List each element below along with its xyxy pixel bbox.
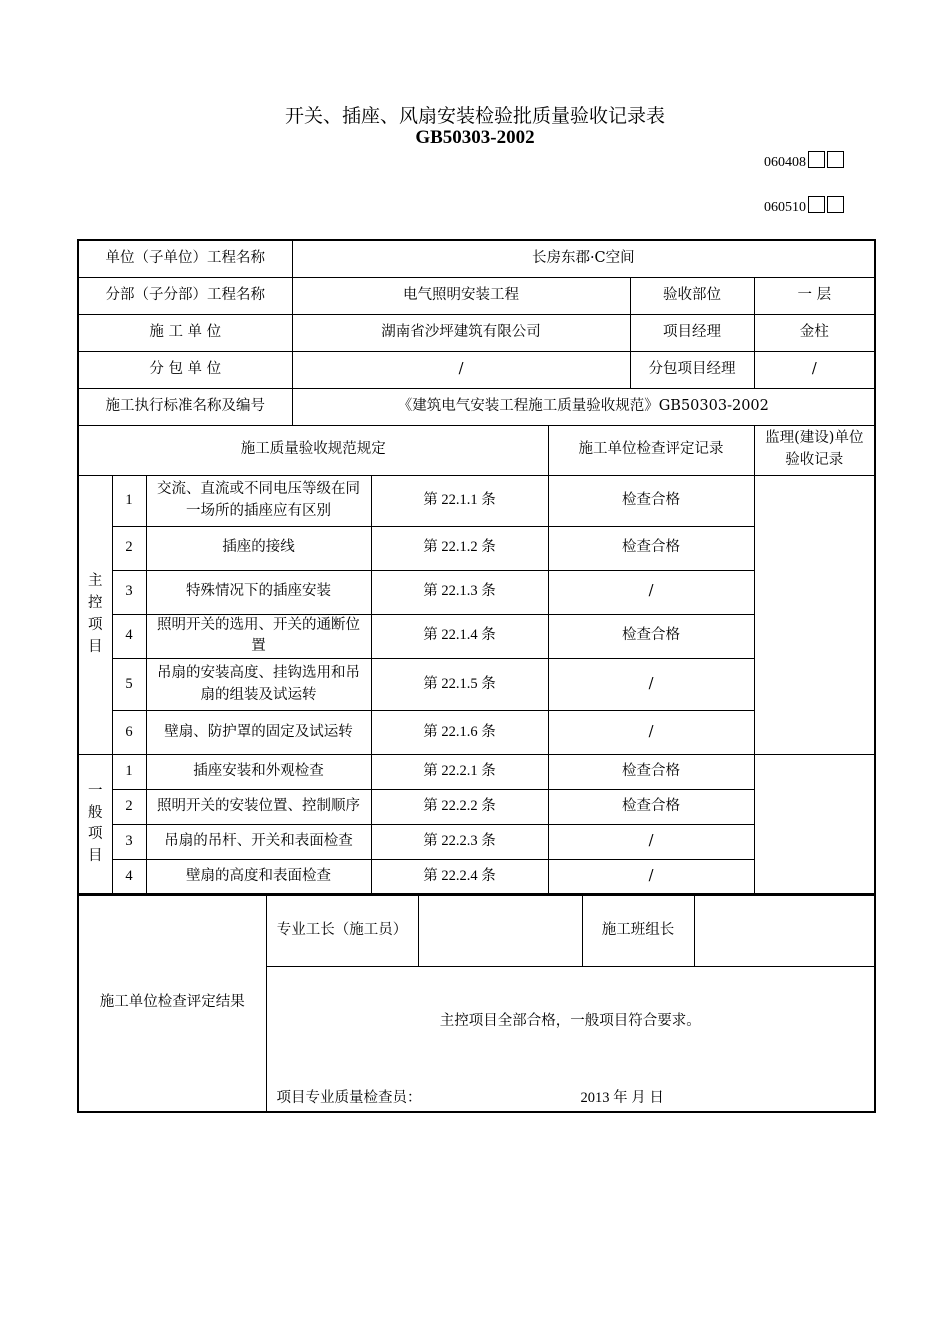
item-text: 吊扇的吊杆、开关和表面检查 bbox=[146, 825, 371, 860]
checkbox[interactable] bbox=[827, 196, 844, 213]
spec-header: 施工质量验收规范规定 bbox=[78, 425, 548, 475]
item-no: 2 bbox=[112, 790, 146, 825]
main-items-label: 主控项目 bbox=[78, 475, 112, 755]
supervisor-main-cell bbox=[754, 475, 875, 755]
standard-value: 《建筑电气安装工程施工质量验收规范》GB50303-2002 bbox=[292, 388, 875, 425]
item-clause: 第 22.1.3 条 bbox=[371, 570, 548, 614]
foreman-label: 专业工长（施工员） bbox=[266, 894, 418, 967]
checkbox[interactable] bbox=[827, 151, 844, 168]
item-text: 交流、直流或不同电压等级在同一场所的插座应有区别 bbox=[146, 475, 371, 526]
form-code-2 bbox=[764, 196, 844, 216]
subcontractor-label: 分 包 单 位 bbox=[78, 351, 292, 388]
item-text: 插座的接线 bbox=[146, 526, 371, 570]
item-text: 壁扇、防护罩的固定及试运转 bbox=[146, 711, 371, 755]
acceptance-part-label: 验收部位 bbox=[630, 277, 754, 314]
foreman-value[interactable] bbox=[418, 894, 582, 967]
inspector-label: 项目专业质量检查员： bbox=[276, 1090, 422, 1106]
sub-manager-value: / bbox=[754, 351, 875, 388]
item-no: 4 bbox=[112, 614, 146, 659]
result-label: 施工单位检查评定结果 bbox=[78, 894, 266, 1112]
item-result: / bbox=[548, 860, 754, 895]
item-no: 2 bbox=[112, 526, 146, 570]
result-table bbox=[77, 893, 876, 1113]
manager-value: 金柱 bbox=[754, 314, 875, 351]
item-result: 检查合格 bbox=[548, 790, 754, 825]
unit-project-value: 长房东郡·C空间 bbox=[292, 240, 875, 277]
acceptance-part-value: 一 层 bbox=[754, 277, 875, 314]
item-no: 5 bbox=[112, 659, 146, 711]
unit-project-label: 单位（子单位）工程名称 bbox=[78, 240, 292, 277]
contractor-value: 湖南省沙坪建筑有限公司 bbox=[292, 314, 630, 351]
form-code-text: 060408 bbox=[764, 155, 806, 170]
sub-project-value: 电气照明安装工程 bbox=[292, 277, 630, 314]
item-no: 6 bbox=[112, 711, 146, 755]
item-clause: 第 22.1.2 条 bbox=[371, 526, 548, 570]
record-table bbox=[77, 239, 876, 896]
item-text: 吊扇的安装高度、挂钩选用和吊扇的组装及试运转 bbox=[146, 659, 371, 711]
standard-label: 施工执行标准名称及编号 bbox=[78, 388, 292, 425]
subcontractor-value: / bbox=[292, 351, 630, 388]
item-clause: 第 22.2.4 条 bbox=[371, 860, 548, 895]
table-row bbox=[78, 475, 875, 526]
item-clause: 第 22.1.6 条 bbox=[371, 711, 548, 755]
item-result: / bbox=[548, 659, 754, 711]
item-no: 1 bbox=[112, 755, 146, 790]
supervisor-record-header: 监理(建设)单位验收记录 bbox=[754, 425, 875, 475]
item-no: 3 bbox=[112, 570, 146, 614]
team-leader-label: 施工班组长 bbox=[582, 894, 694, 967]
item-result: 检查合格 bbox=[548, 755, 754, 790]
item-clause: 第 22.1.1 条 bbox=[371, 475, 548, 526]
standard-code: GB50303-2002 bbox=[415, 127, 535, 148]
item-result: 检查合格 bbox=[548, 526, 754, 570]
conclusion-text: 主控项目全部合格，一般项目符合要求。 bbox=[439, 1013, 701, 1029]
item-text: 插座安装和外观检查 bbox=[146, 755, 371, 790]
item-result: / bbox=[548, 825, 754, 860]
item-result: 检查合格 bbox=[548, 614, 754, 659]
general-items-label: 一般项目 bbox=[78, 755, 112, 895]
inspection-date: 2013 年 月 日 bbox=[580, 1090, 664, 1106]
form-code-text: 060510 bbox=[764, 200, 806, 215]
supervisor-general-cell bbox=[754, 755, 875, 895]
form-code-1 bbox=[764, 151, 844, 171]
item-text: 照明开关的选用、开关的通断位置 bbox=[146, 614, 371, 659]
result-content bbox=[266, 967, 875, 1112]
item-text: 特殊情况下的插座安装 bbox=[146, 570, 371, 614]
item-text: 照明开关的安装位置、控制顺序 bbox=[146, 790, 371, 825]
item-result: / bbox=[548, 570, 754, 614]
item-no: 3 bbox=[112, 825, 146, 860]
contractor-label: 施 工 单 位 bbox=[78, 314, 292, 351]
item-text: 壁扇的高度和表面检查 bbox=[146, 860, 371, 895]
item-result: / bbox=[548, 711, 754, 755]
item-clause: 第 22.2.2 条 bbox=[371, 790, 548, 825]
item-clause: 第 22.2.3 条 bbox=[371, 825, 548, 860]
sub-manager-label: 分包项目经理 bbox=[630, 351, 754, 388]
item-no: 4 bbox=[112, 860, 146, 895]
document-title: 开关、插座、风扇安装检验批质量验收记录表 bbox=[284, 105, 665, 127]
sub-project-label: 分部（子分部）工程名称 bbox=[78, 277, 292, 314]
item-no: 1 bbox=[112, 475, 146, 526]
item-clause: 第 22.1.4 条 bbox=[371, 614, 548, 659]
item-clause: 第 22.2.1 条 bbox=[371, 755, 548, 790]
table-row bbox=[78, 755, 875, 790]
item-clause: 第 22.1.5 条 bbox=[371, 659, 548, 711]
checkbox[interactable] bbox=[808, 151, 825, 168]
contractor-record-header: 施工单位检查评定记录 bbox=[548, 425, 754, 475]
checkbox[interactable] bbox=[808, 196, 825, 213]
item-result: 检查合格 bbox=[548, 475, 754, 526]
team-leader-value[interactable] bbox=[694, 894, 875, 967]
manager-label: 项目经理 bbox=[630, 314, 754, 351]
